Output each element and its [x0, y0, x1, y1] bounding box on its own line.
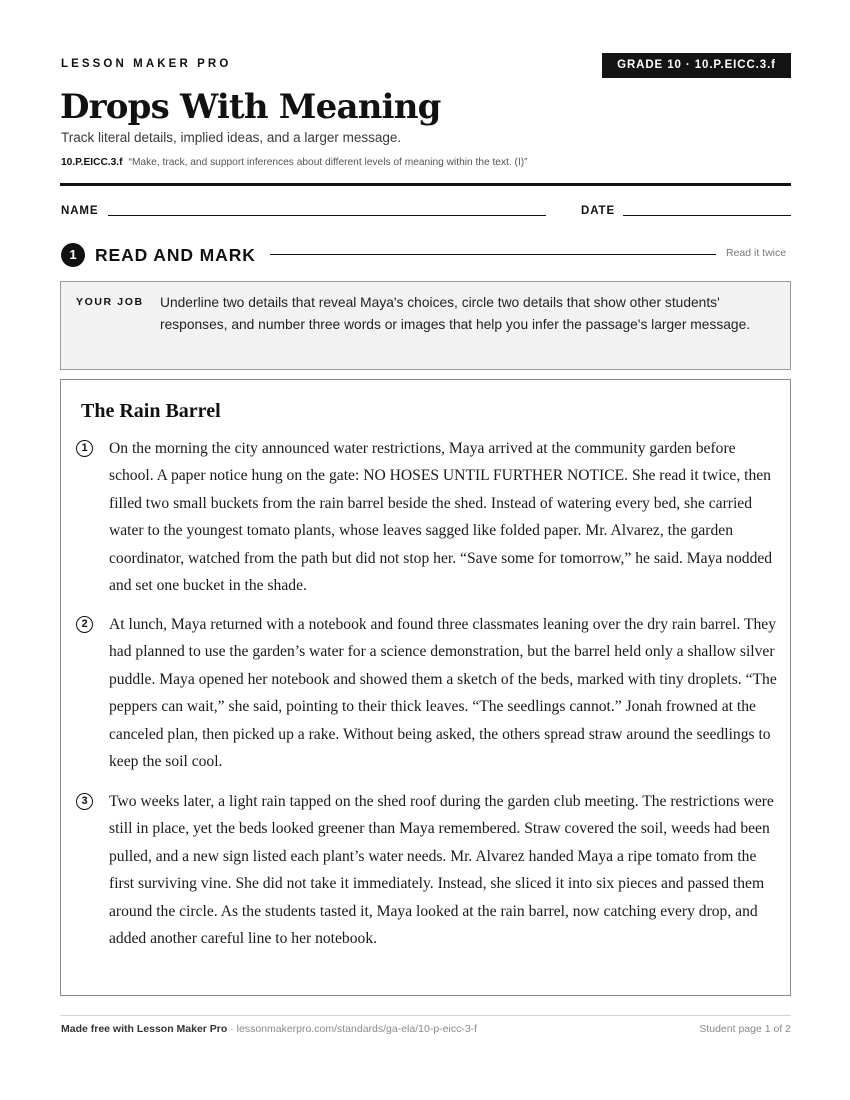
- section-title: READ AND MARK: [95, 245, 256, 265]
- instructions-text: Underline two details that reveal Maya's choices, circle two details that show other students' responses, and number three words or images that help you infer the passage's larger message.: [160, 295, 751, 332]
- section-note: Read it twice: [726, 247, 787, 259]
- page-indicator: Student page 1 of 2: [699, 1023, 791, 1035]
- footer-divider: [60, 1015, 791, 1016]
- header-divider: [60, 183, 791, 186]
- footer-url: · lessonmakerpro.com/standards/ga-ela/10-p-eicc-3-f: [227, 1023, 478, 1035]
- date-label: DATE: [581, 205, 616, 217]
- name-field[interactable]: [108, 215, 546, 216]
- date-field[interactable]: [623, 215, 791, 216]
- paragraph-text: On the morning the city announced water restrictions, Maya arrived at the community garden before school. A paper notice hung on the gate: NO HOSES UNTIL FURTHER NOTICE. She read it twice, then filled two small buckets from the rain barrel beside the shed. Instead of watering every bed, she carried water to the youngest tomato plants, whose leaves sagged like folded paper. Mr. Alvarez, the garden coordinator, watched from the path but did not stop her. “Save some for tomorrow,” he said. Maya nodded and set one bucket in the shade.: [109, 440, 773, 595]
- name-label: NAME: [61, 205, 99, 217]
- standard-code: 10.P.EICC.3.f: [61, 157, 123, 168]
- footer-credit: [61, 1023, 477, 1035]
- paragraph-text: At lunch, Maya returned with a notebook and found three classmates leaning over the dry rain barrel. They had planned to use the garden’s water for a science demonstration, but the barrel held only a shallow silver puddle. Maya opened her notebook and showed them a sketch of the beds, marked with tiny droplets. “The peppers can wait,” she said, pointing to their thick leaves. “The seedlings cannot.” Jonah frowned at the canceled plan, then picked up a rake. Without being asked, the others spread straw around the seedlings to keep the soil cool.: [109, 616, 777, 771]
- section-divider: [270, 254, 716, 255]
- standard-line: [61, 157, 528, 168]
- paragraph-text: Two weeks later, a light rain tapped on the shed roof during the garden club meeting. The restrictions were still in place, yet the beds looked greener than Maya remembered. Straw covered the soil, weeds had been pulled, and a new sign listed each plant’s water needs. Mr. Alvarez handed Maya a ripe tomato from the first surviving vine. She did not take it immediately. Instead, she sliced it into six pieces and passed them around the circle. As the students tasted it, Maya looked at the rain barrel, now catching every drop, and added another careful line to her notebook.: [109, 793, 774, 948]
- passage-title: The Rain Barrel: [81, 400, 221, 422]
- page-subtitle: Track literal details, implied ideas, and a larger message.: [61, 130, 402, 145]
- instructions-label: YOUR JOB: [76, 296, 144, 308]
- instructions-box: [60, 281, 791, 370]
- page-title: Drops With Meaning: [60, 87, 441, 127]
- footer-made-with: Made free with Lesson Maker Pro: [61, 1023, 228, 1035]
- reading-passage: [60, 379, 791, 996]
- standard-description: “Make, track, and support inferences about different levels of meaning within the text. (I)”: [128, 157, 528, 168]
- paragraph-number-badge: 2: [76, 616, 93, 633]
- brand-name: LESSON MAKER PRO: [61, 58, 232, 70]
- paragraph-number-badge: 3: [76, 793, 93, 810]
- grade-badge: GRADE 10 · 10.P.EICC.3.f: [602, 53, 791, 78]
- section-number-badge: 1: [61, 243, 85, 267]
- paragraph-number-badge: 1: [76, 440, 93, 457]
